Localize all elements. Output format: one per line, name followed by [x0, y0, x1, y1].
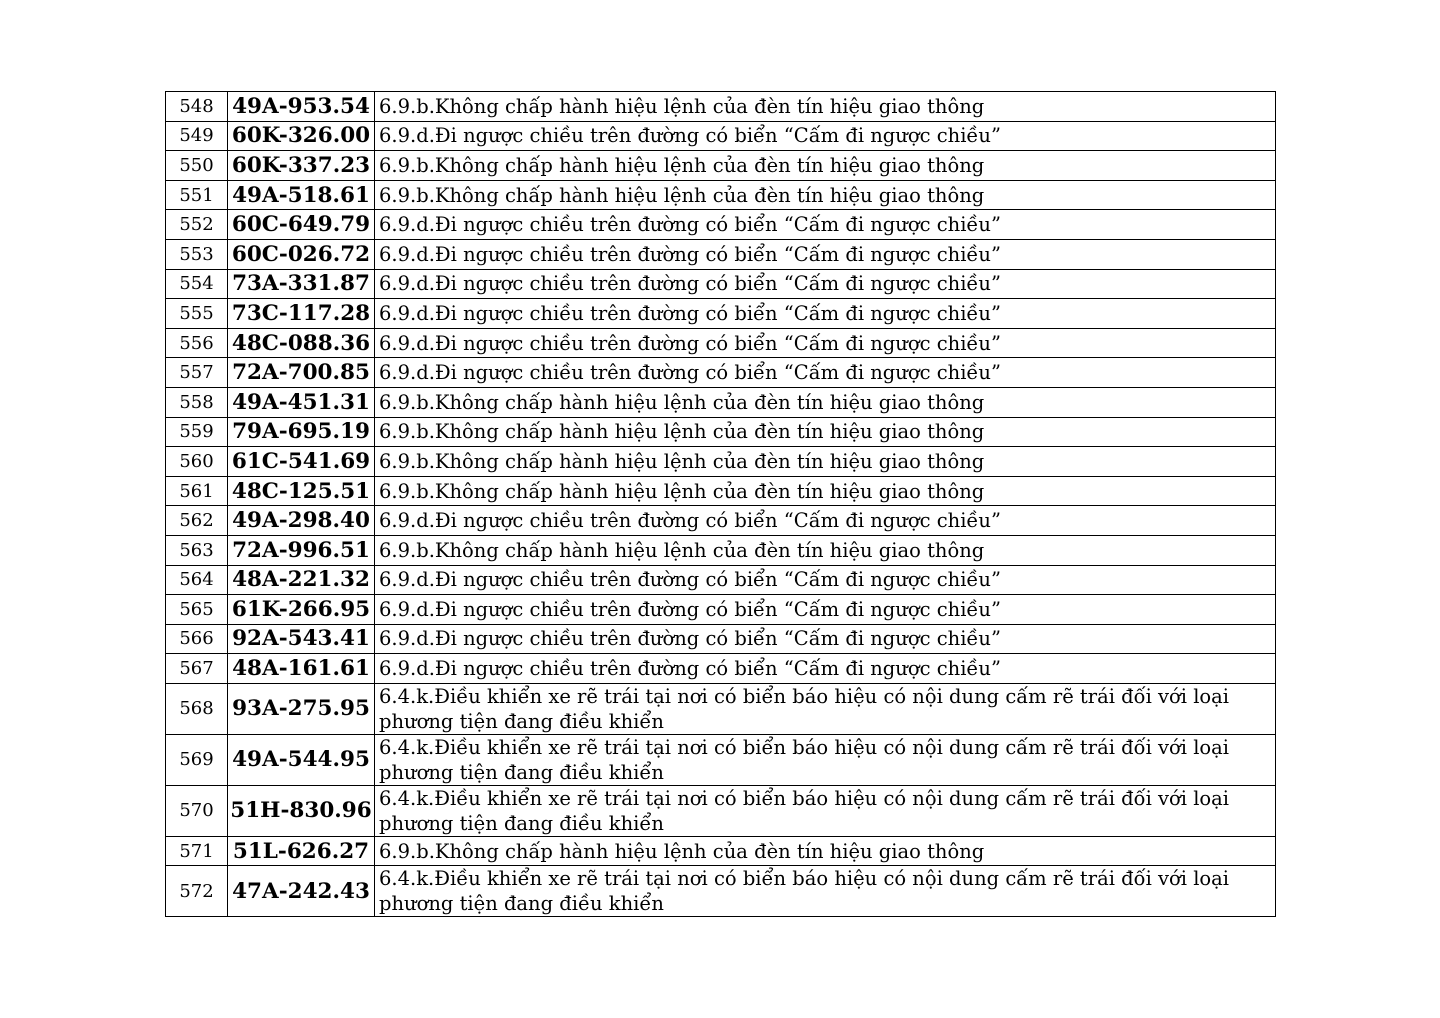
license-plate: 79A-695.19: [228, 417, 375, 447]
license-plate: 47A-242.43: [228, 866, 375, 917]
license-plate: 72A-700.85: [228, 358, 375, 388]
table-row: [166, 654, 1276, 684]
table-row: [166, 476, 1276, 506]
violation-description: 6.4.k.Điều khiển xe rẽ trái tại nơi có biển báo hiệu có nội dung cấm rẽ trái đối với loại phương tiện đang điều khiển: [375, 734, 1276, 785]
license-plate: 93A-275.95: [228, 683, 375, 734]
row-number: 568: [166, 683, 228, 734]
row-number: 556: [166, 328, 228, 358]
violation-description: 6.9.d.Đi ngược chiều trên đường có biển “Cấm đi ngược chiều”: [375, 210, 1276, 240]
row-number: 558: [166, 387, 228, 417]
table-row: [166, 866, 1276, 917]
violation-description: 6.9.b.Không chấp hành hiệu lệnh của đèn tín hiệu giao thông: [375, 476, 1276, 506]
license-plate: 60C-649.79: [228, 210, 375, 240]
license-plate: 49A-544.95: [228, 734, 375, 785]
row-number: 570: [166, 785, 228, 836]
violation-description: 6.4.k.Điều khiển xe rẽ trái tại nơi có biển báo hiệu có nội dung cấm rẽ trái đối với loại phương tiện đang điều khiển: [375, 683, 1276, 734]
table-row: [166, 210, 1276, 240]
row-number: 548: [166, 92, 228, 122]
violation-description: 6.9.d.Đi ngược chiều trên đường có biển “Cấm đi ngược chiều”: [375, 654, 1276, 684]
table-row: [166, 565, 1276, 595]
license-plate: 49A-298.40: [228, 506, 375, 536]
violation-description: 6.9.d.Đi ngược chiều trên đường có biển “Cấm đi ngược chiều”: [375, 595, 1276, 625]
row-number: 572: [166, 866, 228, 917]
table-row: [166, 239, 1276, 269]
row-number: 560: [166, 447, 228, 477]
violation-description: 6.9.d.Đi ngược chiều trên đường có biển “Cấm đi ngược chiều”: [375, 506, 1276, 536]
license-plate: 48C-125.51: [228, 476, 375, 506]
violation-description: 6.9.b.Không chấp hành hiệu lệnh của đèn tín hiệu giao thông: [375, 417, 1276, 447]
table-row: [166, 785, 1276, 836]
license-plate: 92A-543.41: [228, 624, 375, 654]
row-number: 566: [166, 624, 228, 654]
violation-description: 6.9.d.Đi ngược chiều trên đường có biển “Cấm đi ngược chiều”: [375, 328, 1276, 358]
license-plate: 72A-996.51: [228, 535, 375, 565]
table-row: [166, 447, 1276, 477]
table-row: [166, 624, 1276, 654]
license-plate: 48A-221.32: [228, 565, 375, 595]
row-number: 569: [166, 734, 228, 785]
table-row: [166, 180, 1276, 210]
row-number: 565: [166, 595, 228, 625]
row-number: 563: [166, 535, 228, 565]
table-row: [166, 595, 1276, 625]
table-row: [166, 299, 1276, 329]
row-number: 552: [166, 210, 228, 240]
license-plate: 60C-026.72: [228, 239, 375, 269]
license-plate: 48A-161.61: [228, 654, 375, 684]
license-plate: 60K-326.00: [228, 121, 375, 151]
license-plate: 48C-088.36: [228, 328, 375, 358]
row-number: 555: [166, 299, 228, 329]
violations-table: [165, 91, 1276, 917]
row-number: 553: [166, 239, 228, 269]
violation-description: 6.9.d.Đi ngược chiều trên đường có biển “Cấm đi ngược chiều”: [375, 299, 1276, 329]
license-plate: 51H-830.96: [228, 785, 375, 836]
violation-description: 6.9.d.Đi ngược chiều trên đường có biển “Cấm đi ngược chiều”: [375, 239, 1276, 269]
row-number: 567: [166, 654, 228, 684]
table-row: [166, 387, 1276, 417]
violation-description: 6.9.d.Đi ngược chiều trên đường có biển “Cấm đi ngược chiều”: [375, 269, 1276, 299]
license-plate: 73C-117.28: [228, 299, 375, 329]
table-row: [166, 269, 1276, 299]
license-plate: 61K-266.95: [228, 595, 375, 625]
violation-description: 6.4.k.Điều khiển xe rẽ trái tại nơi có biển báo hiệu có nội dung cấm rẽ trái đối với loại phương tiện đang điều khiển: [375, 785, 1276, 836]
violations-table-body: [166, 92, 1276, 917]
row-number: 561: [166, 476, 228, 506]
table-row: [166, 836, 1276, 866]
row-number: 562: [166, 506, 228, 536]
violation-description: 6.9.b.Không chấp hành hiệu lệnh của đèn tín hiệu giao thông: [375, 180, 1276, 210]
table-row: [166, 506, 1276, 536]
violation-description: 6.9.d.Đi ngược chiều trên đường có biển “Cấm đi ngược chiều”: [375, 565, 1276, 595]
violation-description: 6.9.d.Đi ngược chiều trên đường có biển “Cấm đi ngược chiều”: [375, 121, 1276, 151]
table-row: [166, 535, 1276, 565]
table-row: [166, 734, 1276, 785]
row-number: 571: [166, 836, 228, 866]
license-plate: 49A-518.61: [228, 180, 375, 210]
table-row: [166, 121, 1276, 151]
row-number: 554: [166, 269, 228, 299]
violation-description: 6.9.b.Không chấp hành hiệu lệnh của đèn tín hiệu giao thông: [375, 387, 1276, 417]
license-plate: 60K-337.23: [228, 151, 375, 181]
row-number: 564: [166, 565, 228, 595]
violation-description: 6.4.k.Điều khiển xe rẽ trái tại nơi có biển báo hiệu có nội dung cấm rẽ trái đối với loại phương tiện đang điều khiển: [375, 866, 1276, 917]
row-number: 559: [166, 417, 228, 447]
license-plate: 49A-953.54: [228, 92, 375, 122]
violation-description: 6.9.d.Đi ngược chiều trên đường có biển “Cấm đi ngược chiều”: [375, 624, 1276, 654]
violation-description: 6.9.d.Đi ngược chiều trên đường có biển “Cấm đi ngược chiều”: [375, 358, 1276, 388]
violation-description: 6.9.b.Không chấp hành hiệu lệnh của đèn tín hiệu giao thông: [375, 836, 1276, 866]
violation-description: 6.9.b.Không chấp hành hiệu lệnh của đèn tín hiệu giao thông: [375, 92, 1276, 122]
violation-description: 6.9.b.Không chấp hành hiệu lệnh của đèn tín hiệu giao thông: [375, 535, 1276, 565]
table-row: [166, 151, 1276, 181]
row-number: 557: [166, 358, 228, 388]
table-row: [166, 417, 1276, 447]
table-row: [166, 328, 1276, 358]
table-row: [166, 358, 1276, 388]
row-number: 551: [166, 180, 228, 210]
row-number: 550: [166, 151, 228, 181]
violation-description: 6.9.b.Không chấp hành hiệu lệnh của đèn tín hiệu giao thông: [375, 447, 1276, 477]
license-plate: 51L-626.27: [228, 836, 375, 866]
violation-description: 6.9.b.Không chấp hành hiệu lệnh của đèn tín hiệu giao thông: [375, 151, 1276, 181]
table-row: [166, 683, 1276, 734]
row-number: 549: [166, 121, 228, 151]
license-plate: 49A-451.31: [228, 387, 375, 417]
table-row: [166, 92, 1276, 122]
license-plate: 61C-541.69: [228, 447, 375, 477]
license-plate: 73A-331.87: [228, 269, 375, 299]
